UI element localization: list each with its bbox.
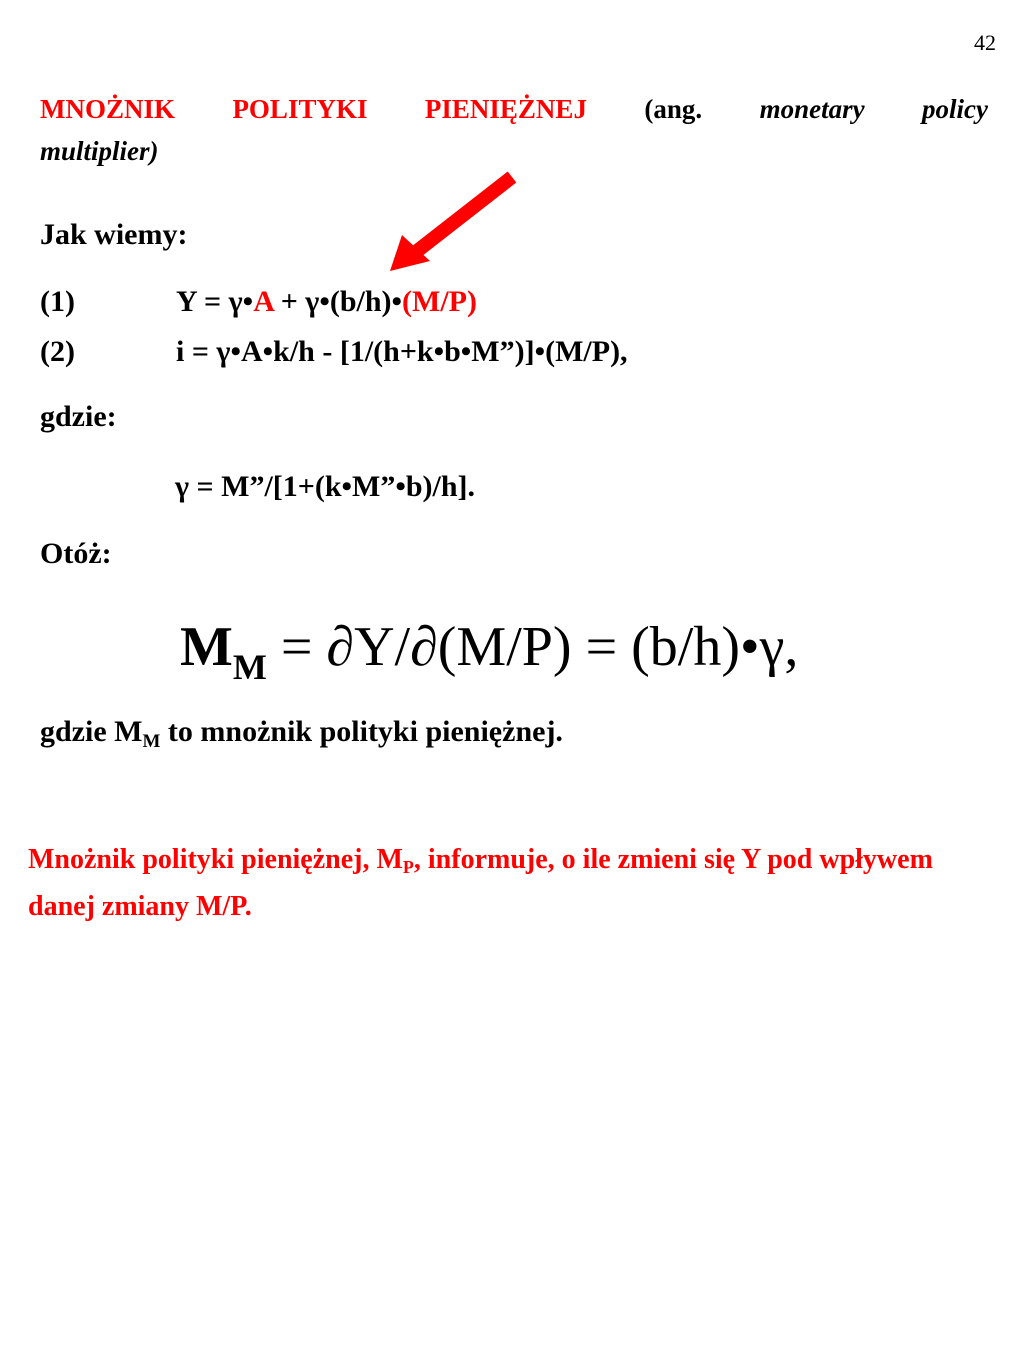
gamma-definition: γ = M”/[1+(k•M”•b)/h].	[175, 470, 476, 503]
note-suffix: , informuje, o ile zmieni się Y pod wpływem danej zmiany M/P.	[28, 844, 933, 922]
so-label: Otóż:	[40, 537, 112, 570]
main-formula-lhs-sub: M	[232, 647, 267, 687]
page-title	[40, 90, 988, 128]
equation-1-part-d: (M/P)	[402, 285, 477, 318]
title-ang-part: (ang.	[644, 94, 703, 124]
equation-2-number: (2)	[40, 335, 75, 368]
note-sub: P	[402, 857, 414, 877]
note-prefix: Mnożnik polityki pieniężnej, M	[28, 844, 403, 875]
equation-2-text: i = γ•A•k/h - [1/(h+k•b•M”)]•(M/P),	[176, 335, 628, 368]
red-arrow-icon	[380, 165, 530, 285]
equation-2	[40, 335, 628, 369]
main-formula-lhs: M	[180, 616, 233, 678]
title-line2: multiplier)	[40, 136, 159, 166]
equation-1-number: (1)	[40, 285, 75, 318]
page-number: 42	[974, 30, 996, 55]
equation-1-part-b: A	[253, 285, 274, 318]
equation-1	[40, 285, 477, 319]
title-italic-part: monetary policy	[759, 94, 988, 124]
equation-1-part-c: + γ•(b/h)•	[273, 285, 403, 318]
red-note	[28, 840, 998, 927]
equation-1-part-a: Y = γ•	[176, 285, 254, 318]
main-formula	[180, 615, 798, 688]
intro-text: Jak wiemy:	[40, 218, 188, 251]
definition-suffix: to mnożnik polityki pieniężnej.	[160, 715, 563, 748]
title-red-part: MNOŻNIK POLITYKI PIENIĘŻNEJ	[40, 94, 587, 124]
where-label: gdzie:	[40, 400, 117, 433]
definition-prefix: gdzie M	[40, 715, 143, 748]
definition-text	[40, 715, 563, 753]
main-formula-rhs: = ∂Y/∂(M/P) = (b/h)•γ,	[266, 616, 799, 678]
definition-sub: M	[142, 731, 161, 752]
